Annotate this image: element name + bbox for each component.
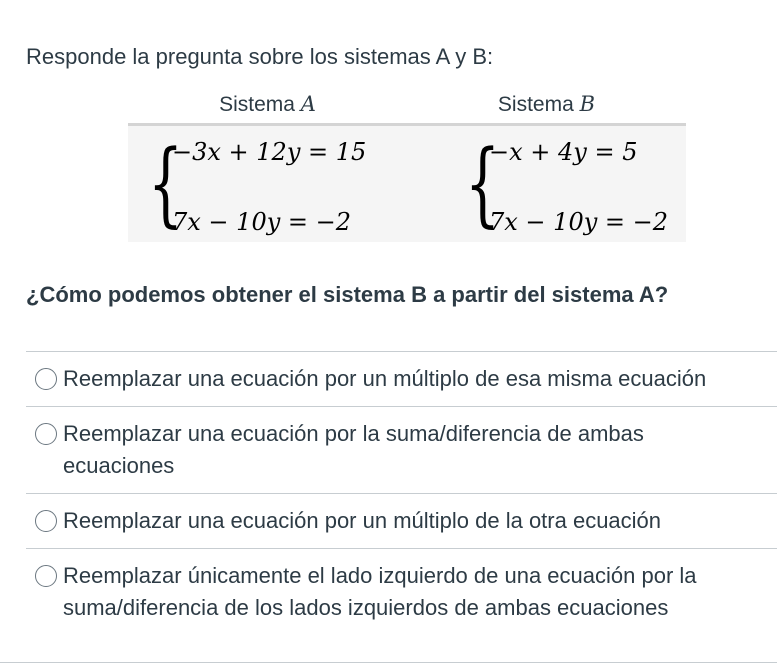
option-label: Reemplazar una ecuación por un múltiplo de la otra ecuación xyxy=(63,508,662,533)
system-a-eq2: 7x − 10y = −2 xyxy=(172,208,352,236)
system-b xyxy=(407,126,686,242)
option-label: Reemplazar una ecuación por un múltiplo de esa misma ecuación xyxy=(63,366,707,391)
systems-body xyxy=(128,123,686,242)
system-b-eq1: −x + 4y = 5 xyxy=(489,138,638,166)
system-a xyxy=(128,126,407,242)
option-3[interactable] xyxy=(26,494,777,549)
system-a-header xyxy=(128,92,407,117)
radio-button[interactable] xyxy=(35,368,57,390)
system-b-eq2: 7x − 10y = −2 xyxy=(489,208,669,236)
radio-button[interactable] xyxy=(35,510,57,532)
radio-button[interactable] xyxy=(35,423,57,445)
brace-icon: { xyxy=(148,130,184,237)
systems-header xyxy=(128,86,686,122)
system-a-letter: A xyxy=(300,91,316,116)
question-text: ¿Cómo podemos obtener el sistema B a partir del sistema A? xyxy=(26,282,669,307)
brace-icon: { xyxy=(465,130,501,237)
option-label: Reemplazar una ecuación por la suma/diferencia de ambas ecuaciones xyxy=(63,421,644,478)
system-a-label: Sistema xyxy=(219,92,295,116)
system-a-eq1: −3x + 12y = 15 xyxy=(172,138,367,166)
system-b-label: Sistema xyxy=(497,92,574,116)
option-2[interactable] xyxy=(26,407,777,494)
option-label: Reemplazar únicamente el lado izquierdo de una ecuación por la suma/diferencia de los lados izquierdos de ambas ecuaciones xyxy=(63,563,697,620)
divider xyxy=(0,662,777,663)
system-b-header xyxy=(407,92,686,117)
radio-button[interactable] xyxy=(35,565,57,587)
prompt-text: Responde la pregunta sobre los sistemas A y B: xyxy=(26,44,494,69)
option-1[interactable] xyxy=(26,352,777,407)
systems-table xyxy=(128,86,686,242)
system-b-letter: B xyxy=(579,91,596,116)
answer-options xyxy=(26,351,777,635)
option-4[interactable] xyxy=(26,549,777,635)
